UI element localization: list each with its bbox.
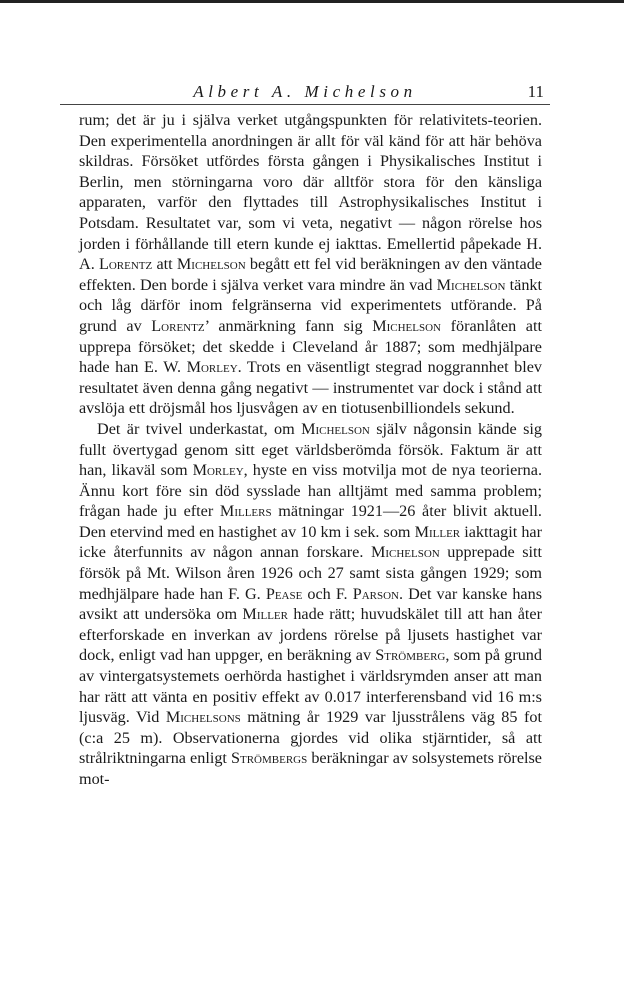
name-miller: Miller [414,522,461,541]
text-run: att [152,255,177,274]
name-michelson: Michelson [436,275,506,294]
text-run: , som på grund av vintergatsystemets oerhörda hastighet i världsrymden anser att man har rätt att vänta en positiv effekt av 0.017 interferensband vid 16 m:s ljusväg. Vid [79,646,542,727]
name-lorentz: Lorentz [151,316,205,335]
name-morley: Morley [186,358,238,377]
name-parson: Parson [352,584,399,603]
name-millers: Millers [219,502,272,521]
text-run: beräkningar av solsystemets rörelse mot- [79,749,542,788]
text-run: iakttagit har icke återfunnits av någon annan forskare. [79,522,543,562]
page-number: 11 [527,82,544,101]
name-morley: Morley [192,461,244,480]
paragraph-2 [79,419,542,790]
text-run: tänkt och låg därför inom felgränserna vid experimentets utförande. På grund av [79,275,543,335]
name-pease: Pease [265,584,303,603]
text-run: . Trots en väsentligt stegrad noggrannhet blev resultatet även denna gång negativt — instrumentet var dock i stånd att avslöja ett dröjsmål hos ljusvågen av en tiotusenbilliondels sekund. [79,358,542,418]
name-strombergs: Strömbergs [231,749,308,768]
text-run: rum; det är ju i själva verket utgångspunkten för relativitets-teorien. Den experimentella anordningen är allt för väl känd för att här behöva skildras. Försöket utfördes första gången i Physikalisches Institut i Berlin, men störningarna voro där alltför stora för den känsliga apparaten, varför den flyttades till Astrophysikalisches Institut i Potsdam. Resultatet var, som vi veta, negativt — någon rörelse hos jorden i förhållande till etern kunde ej iakttas. Emellertid påpekade H. A. [79,111,542,274]
header-rule [60,104,550,105]
name-michelson: Michelson [370,543,440,562]
name-michelson: Michelson [176,255,246,274]
text-run: mätningar 1921—26 åter blivit aktuell. Den etervind med en hastighet av 10 km i sek. som [79,502,542,541]
text-run: upprepade sitt försök på Mt. Wilson åren 1926 och 27 samt sista gången 1929; som medhjälpare hade han F. G. [79,543,542,603]
running-title: Albert A. Michelson [193,82,417,101]
name-miller: Miller [242,605,288,624]
text-run: föranlåten att upprepa försöket; det skedde i Cleveland år 1887; som medhjälpare hade han E. W. [79,316,542,377]
text-run: och F. [302,584,353,603]
text-run: , hyste en viss motvilja mot de nya teorierna. Ännu kort före sin död sysslade han alltjämt med samma problem; frågan hade ju efter [79,461,542,521]
name-michelson: Michelson [301,419,370,438]
text-run: . Det var kanske hans avsikt att undersöka om [79,584,543,624]
name-michelsons: Michelsons [165,708,241,727]
name-lorentz: Lorentz [98,255,153,274]
text-run: själv någonsin kände sig fullt övertygad genom sitt eget världsberömda försök. Faktum är att han, likaväl som [79,419,542,480]
top-edge-rule [0,0,624,3]
text-run: hade rätt; huvudskälet till att han åter efterforskade en inverkan av jordens rörelse på ljusets hastighet var dock, enligt vad han uppger, en beräkning av [79,605,543,665]
name-stromberg: Strömberg [375,646,446,665]
text-run: Det är tvivel underkastat, om [97,419,302,438]
text-run: mätning år 1929 var ljusstrålens väg 85 fot (c:a 25 m). Observationerna gjordes vid olika stjärntider, så att strålriktningarna enligt [79,708,542,768]
running-header [60,80,550,104]
text-run: begått ett fel vid beräkningen av den väntade effekten. Den borde i själva verket vara mindre än vad [79,255,542,294]
name-michelson: Michelson [372,316,441,335]
paragraph-1 [79,110,542,419]
page-body [79,110,542,790]
text-run: ’ anmärkning fann sig [204,316,373,335]
